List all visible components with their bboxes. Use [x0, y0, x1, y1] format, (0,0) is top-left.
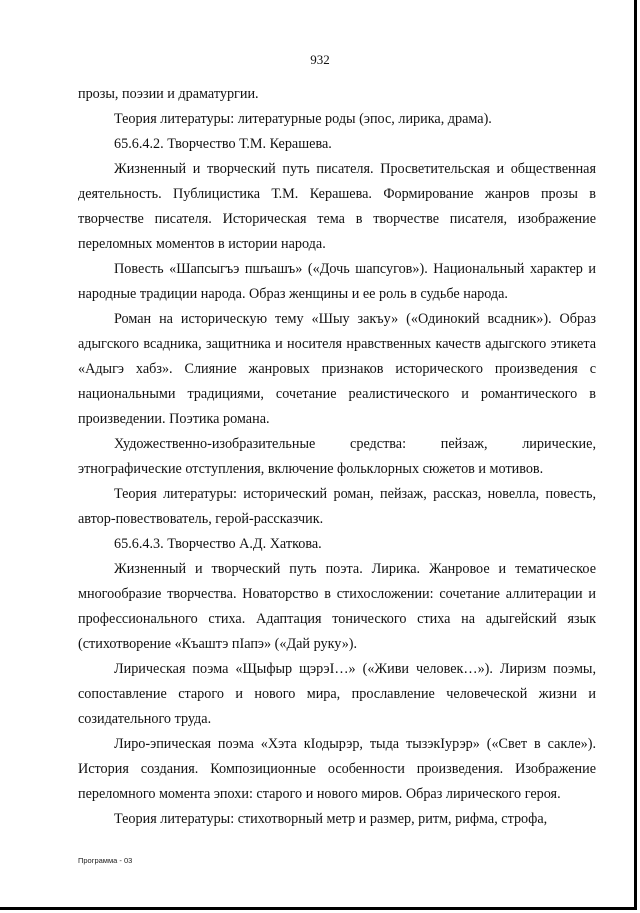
paragraph: прозы, поэзии и драматургии.: [78, 86, 259, 102]
paragraph: Художественно-изобразительные средства: пейзаж, лирические, этнографические отступления, включение фольклорных сюжетов и мотивов.: [78, 436, 596, 477]
page-number: 932: [310, 52, 330, 67]
paragraph: Повесть «Шапсыгъэ пшъашъ» («Дочь шапсугов»). Национальный характер и народные традиции народа. Образ женщины и ее роль в судьбе народа.: [78, 261, 596, 302]
section-heading: 65.6.4.2. Творчество Т.М. Керашева.: [114, 136, 332, 152]
footer-label: Программа - 03: [78, 856, 133, 865]
paragraph: Теория литературы: литературные роды (эпос, лирика, драма).: [114, 111, 492, 127]
paragraph: Жизненный и творческий путь писателя. Просветительская и общественная деятельность. Публицистика Т.М. Керашева. Формирование жанров прозы в творчестве писателя. Историческая тема в творчестве писателя, изображение переломных моментов в истории народа.: [78, 161, 596, 252]
paragraph: Лиро-эпическая поэма «Хэта кIодырэр, тыда тызэкIурэр» («Свет в сакле»). История создания. Композиционные особенности произведения. Изображение переломного момента эпохи: старого и нового миров. Образ лирического героя.: [78, 736, 596, 802]
paragraph: Теория литературы: исторический роман, пейзаж, рассказ, новелла, повесть, автор-повествователь, герой-рассказчик.: [78, 486, 596, 527]
paragraph: Лирическая поэма «Щыфыр щэрэI…» («Живи человек…»). Лиризм поэмы, сопоставление старого и нового мира, прославление человеческой жизни и созидательного труда.: [78, 661, 596, 727]
paragraph: Теория литературы: стихотворный метр и размер, ритм, рифма, строфа,: [114, 811, 548, 827]
section-heading: 65.6.4.3. Творчество А.Д. Хаткова.: [114, 536, 322, 552]
paragraph: Жизненный и творческий путь поэта. Лирика. Жанровое и тематическое многообразие творчества. Новаторство в стихосложении: сочетание аллитерации и профессионального стиха. Адаптация тонического стиха на адыгейский язык (стихотворение «Къаштэ пIапэ» («Дай руку»).: [78, 561, 596, 652]
document-body: [78, 82, 596, 832]
paragraph: Роман на историческую тему «Шыу закъу» («Одинокий всадник»). Образ адыгского всадника, защитника и носителя нравственных качеств адыгского этикета «Адыгэ хабз». Слияние жанровых признаков исторического произведения с национальными традициями, сочетание реалистического и романтического в произведении. Поэтика романа.: [78, 311, 596, 427]
